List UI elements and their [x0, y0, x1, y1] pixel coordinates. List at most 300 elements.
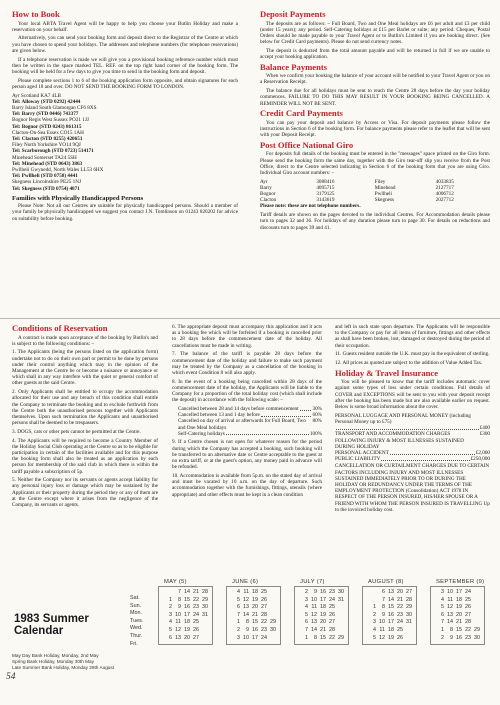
date-cell: 1: [373, 604, 376, 611]
date-cell: 16: [456, 634, 462, 641]
date-cell: 23: [193, 604, 199, 611]
condition-paragraph: 5. Neither the Company nor its servants or agents accept liability for any personal injury loss or damage which may be sustained by the Applicants or their property during the period they or any of them are at the Centre except where it arises from the negligence of the Company, its servants or agents.: [12, 477, 158, 509]
date-cell: [267, 604, 276, 612]
scale-label: Cancelled on day of arrival or afterwards for Full Board, Two and One Meal holidays: [178, 418, 306, 431]
date-cell: 23: [261, 626, 267, 633]
week-row: [231, 619, 276, 627]
date-cell: 31: [202, 611, 208, 618]
date-cell: 22: [465, 626, 471, 633]
date-cell: 8: [246, 619, 249, 626]
condition-paragraph: 7. The balance of the tariff is payable 28 days before the commencement date of the holiday and failure to make such payment may be treated by the Company as a cancellation of the booking in which event Condition 8 will also apply.: [172, 351, 322, 376]
week-row: [435, 589, 480, 597]
bank-holiday-note: May Day Bank Holiday, Monday, 2nd May: [12, 653, 99, 658]
date-cell: [199, 619, 208, 627]
week-row: [299, 589, 344, 597]
date-cell: 18: [252, 589, 258, 595]
date-cell: [367, 597, 376, 605]
date-cell: 14: [243, 611, 249, 618]
date-cell: 13: [388, 589, 394, 595]
date-cell: 15: [252, 619, 258, 626]
conditions-title: Conditions of Reservation: [12, 323, 108, 333]
date-cell: 11: [447, 596, 453, 603]
date-cell: 29: [338, 634, 344, 641]
condition-paragraph: 1. The Applicants (being the persons listed on the application form) undertake not to do on their own part or permit to be done by persons under their control anything which may in the opinion of the Management at the Centre be or become a nuisance or annoyance or which shall in any way interfere with the quiet or general comfort of other guests at the said Centre.: [12, 349, 158, 387]
date-cell: [471, 597, 480, 605]
date-cell: 27: [261, 604, 267, 611]
condition-paragraph: 3. DOGS, cats or other pets cannot be permitted at the Centre.: [12, 428, 141, 435]
date-cell: 29: [202, 596, 208, 603]
weekday-label: Tues.: [130, 617, 144, 624]
date-cell: 5: [169, 626, 172, 633]
centre-address-list: [12, 93, 238, 192]
date-cell: 24: [465, 589, 471, 595]
bank-holiday-note: Spring Bank Holiday, Monday 30th May: [12, 659, 94, 664]
date-cell: 8: [450, 626, 453, 633]
date-cell: 31: [338, 596, 344, 603]
centre-telephone: Tel: Alloway (STD 0292) 42444: [12, 98, 81, 105]
date-cell: [199, 635, 208, 643]
condition-paragraph: 8. In the event of a booking being cancelled within 28 days of the commencement date of the holiday, the Applicants will be liable to the Company for a proportion of the total holiday cost (which shall include the deposit) in accordance with the following scale: –: [172, 378, 322, 404]
date-cell: 23: [329, 589, 335, 595]
divider: [0, 318, 500, 319]
date-cell: 19: [388, 634, 394, 641]
date-cell: 29: [474, 626, 480, 633]
date-cell: 16: [320, 589, 326, 595]
date-cell: 30: [202, 604, 208, 611]
week-row: [367, 597, 412, 605]
how-to-book-paragraph: Your local ABTA Travel Agent will be happy to help you choose your Butlin Holiday and make a reservation on your behalf.: [12, 20, 238, 33]
date-cell: 30: [474, 634, 480, 641]
month-grid: [362, 586, 417, 645]
how-to-book-paragraph: If a telephone reservation is made we will give you a provisional booking reference number which must then be written in the space marked TEL. REF. on the top right hand corner of the booking form. The booking will be held for a few days to give you time to send in the booking form and deposit.: [12, 56, 238, 75]
date-cell: 25: [193, 619, 199, 626]
date-cell: [335, 619, 344, 627]
how-to-book-title: How to Book: [12, 9, 60, 19]
date-cell: [471, 589, 480, 597]
date-cell: 20: [397, 589, 403, 595]
week-row: [231, 604, 276, 612]
date-cell: 23: [397, 611, 403, 618]
date-cell: 2: [237, 626, 240, 633]
month-grid: [294, 586, 349, 645]
date-cell: 25: [397, 626, 403, 633]
date-cell: 27: [329, 619, 335, 626]
date-cell: 10: [243, 634, 249, 641]
date-cell: 21: [252, 611, 258, 618]
date-cell: 15: [320, 634, 326, 641]
date-cell: 30: [338, 589, 344, 595]
insurance-item-value: Up to the invoiced holiday cost.: [335, 500, 490, 513]
weekday-label: Sun.: [130, 602, 142, 609]
date-cell: 16: [388, 611, 394, 618]
date-cell: 24: [397, 619, 403, 626]
credit-card-paragraph: You can pay your deposit and balance by Access or Visa. For deposit payments please follow the instructions in Section 6 of the booking form. For balance payments please refer to the leaflet that will be sent with your Deposit Receipt.: [260, 119, 490, 139]
insurance-item: [335, 463, 490, 513]
insurance-item-value: £400: [479, 425, 490, 432]
giro-centre: Barry: [260, 184, 272, 191]
week-row: [435, 612, 480, 620]
date-cell: 19: [184, 626, 190, 633]
weekday-label: Thur.: [130, 632, 143, 639]
date-cell: 30: [270, 626, 276, 633]
date-cell: 3: [305, 596, 308, 603]
calendar-header: [12, 583, 127, 671]
date-cell: 12: [311, 611, 317, 618]
date-cell: 25: [465, 596, 471, 603]
date-cell: 5: [305, 611, 308, 618]
week-row: [299, 612, 344, 620]
month-name: JUNE (6): [232, 579, 259, 585]
handicapped-paragraph: Please Note: Not all our Centres are suitable for physically handicapped persons. Should a member of your family be physically handicapped we suggest you contact J.N. Tomlinson on 01243 820202 for advice on suitability before booking.: [12, 203, 238, 222]
date-cell: 7: [441, 619, 444, 626]
insurance-title: Holiday & Travel Insurance: [335, 367, 439, 378]
date-cell: 26: [465, 604, 471, 611]
week-row: [367, 627, 412, 635]
date-cell: 22: [329, 634, 335, 641]
condition-paragraph: 2. Only Applicants shall be entitled to occupy the accommodation allocated for their use and any breach of this condition shall entitle the Company to terminate the booking and to exclude forthwith from the Centre both the unauthorised persons together with Applicants themselves. Upon such termination the Applicants and unauthorised persons shall be deemed to be trespassers.: [12, 389, 158, 427]
date-cell: 9: [178, 604, 181, 611]
week-row: [367, 635, 412, 643]
date-cell: [267, 597, 276, 605]
week-row: [163, 589, 208, 597]
date-cell: [403, 635, 412, 643]
balance-paragraph: The balance due for all holidays must be sent to reach the Centre 28 days before the day your holiday commences. FAILURE TO DO THIS MAY RESULT IN YOUR BOOKING BEING CANCELLED. A REMINDER WILL NOT BE SENT.: [260, 88, 490, 107]
bank-holiday-note: Late Summer Bank Holiday, Monday 29th August: [12, 665, 115, 670]
date-cell: 19: [456, 604, 462, 611]
date-cell: 12: [243, 596, 249, 603]
payments-section: [260, 10, 490, 233]
date-cell: 3: [237, 634, 240, 641]
scale-label: Cancelled between 28 and 14 days before commencement: [178, 405, 299, 412]
date-cell: 13: [447, 611, 453, 618]
conditions-column-3: [335, 324, 490, 513]
date-cell: 12: [175, 626, 181, 633]
month-name: MAY (5): [164, 579, 187, 585]
date-cell: 27: [193, 634, 199, 641]
insurance-item-label: CANCELLATION OR CURTAILMENT CHARGES DUE TO CERTAIN FACTORS INCLUDING INJURY AND MOST ILLNESSES SUSTAINED IMMEDIATELY PRIOR TO OR DURING THE HOLIDAY OR REDUNDANCY UNDER THE TERMS OF THE EMPLOYMENT PROTECTION (Consolidation) ACT 1978 IN RESPECT OF THE PERSON INSURED, HIS/HER SPOUSE OR A FRIEND WITH WHOM THE PERSON INSURED IS TRAVELLING: [335, 463, 490, 507]
date-cell: 15: [184, 596, 190, 603]
giro-account-table: [260, 179, 490, 204]
date-cell: 1: [441, 626, 444, 633]
date-cell: 21: [397, 596, 403, 603]
week-row: [163, 619, 208, 627]
tariff-paragraph: Tariff details are shown on the pages devoted to the individual Centres. For Accommodation details please turn to pages 32 and 36. For holidays of any duration please turn to page 30. For details on reductions and discounts turn to pages 39 and 41.: [260, 212, 490, 231]
condition-paragraph: 6. The appropriate deposit must accompany this application and it acts as a booking fee which will be forfeited if a booking is cancelled prior to 28 days before the commencement date of the holiday. All cancellations must be made in writing.: [172, 324, 322, 349]
giro-centre: Pwllheli: [374, 191, 392, 198]
giro-number: 3179125: [316, 191, 335, 198]
date-cell: 7: [382, 596, 385, 603]
date-cell: 11: [379, 626, 385, 633]
how-to-book-paragraph: Alternatively, you can send your booking form and deposit direct to the Registrar of the Centre at which you have chosen to spend your holidays. The addresses and telephone numbers (for telephone reservations) are given below.: [12, 35, 238, 54]
week-row: [231, 597, 276, 605]
month-grid: [158, 586, 213, 645]
scale-value: 60%: [312, 412, 322, 419]
date-cell: 2: [169, 604, 172, 611]
calendar-month: [226, 579, 281, 645]
date-cell: 9: [246, 626, 249, 633]
date-cell: 25: [261, 589, 267, 595]
date-cell: 23: [465, 634, 471, 641]
centre-address: Ayr Scotland KA7 4LB: [12, 92, 61, 99]
giro-centre: Bognor: [260, 191, 276, 198]
date-cell: 7: [178, 589, 181, 595]
weekday-label: Fri.: [130, 640, 138, 647]
date-cell: 4: [373, 626, 376, 633]
date-cell: 25: [329, 604, 335, 611]
date-cell: 13: [311, 619, 317, 626]
date-cell: 9: [382, 611, 385, 618]
giro-centre: Minehead: [374, 184, 396, 191]
date-cell: 29: [406, 604, 412, 611]
date-cell: 20: [252, 604, 258, 611]
date-cell: 24: [329, 596, 335, 603]
centre-address: Clacton-On-Sea Essex CO15 1AH: [12, 129, 84, 136]
giro-paragraph: For deposits full details of the booking must be entered in the "messages" space printed on the Giro form. Please send the booking form the same day, together with the Giro tear-off slip you receive from the Post Office, direct to the Centre selected indicating in Section 6 of the booking form that you are using Giro. Individual Giro account numbers: –: [260, 151, 490, 176]
condition-paragraph: and left in such state upon departure. The Applicants will be responsible to the Company or pay for all items of furniture, fittings and other effects as shall have been broken, lost, damaged or destroyed during the period of their occupation.: [335, 324, 490, 349]
date-cell: 19: [320, 611, 326, 618]
centre-address: Bognor Regis West Sussex PO21 1JJ: [12, 117, 89, 124]
date-cell: 28: [406, 596, 412, 603]
week-row: [435, 619, 480, 627]
date-cell: 27: [465, 611, 471, 618]
giro-number: 3088416: [316, 178, 335, 185]
centre-telephone: Tel: Skegness (STD 0754) 4871: [12, 185, 80, 192]
centre-telephone: Tel: Barry (STD 0446) 743377: [12, 111, 79, 118]
date-cell: 18: [388, 626, 394, 633]
date-cell: 26: [397, 634, 403, 641]
date-cell: 10: [379, 619, 385, 626]
date-cell: 26: [329, 611, 335, 618]
summer-calendar: [0, 575, 500, 705]
centre-telephone: Tel: Clacton (STD 0255) 420651: [12, 135, 83, 142]
week-row: [435, 627, 480, 635]
date-cell: 15: [388, 604, 394, 611]
centre-telephone: Tel: Minehead (STD 0643) 3863: [12, 160, 83, 167]
date-cell: 26: [261, 596, 267, 603]
date-cell: 16: [252, 626, 258, 633]
date-cell: 4: [305, 604, 308, 611]
conditions-column-1: [12, 324, 158, 511]
date-cell: 14: [388, 596, 394, 603]
insurance-item: [335, 456, 490, 462]
calendar-title: 1983 Summer Calendar: [14, 613, 89, 637]
date-cell: [267, 635, 276, 643]
week-row: [231, 627, 276, 635]
date-cell: 11: [243, 589, 249, 595]
week-row: [367, 604, 412, 612]
page-number: 54: [6, 672, 16, 682]
handicapped-heading: Families with Physically Handicapped Persons: [12, 194, 144, 202]
date-cell: 17: [388, 619, 394, 626]
date-cell: 24: [261, 634, 267, 641]
date-cell: 20: [320, 619, 326, 626]
date-cell: 28: [329, 626, 335, 633]
month-name: SEPTEMBER (9): [436, 579, 485, 585]
week-row: [435, 635, 480, 643]
conditions-column-2: [172, 324, 322, 500]
centre-address: Minehead Somerset TA24 5SH: [12, 154, 77, 161]
date-cell: 21: [456, 619, 462, 626]
date-cell: 14: [311, 626, 317, 633]
scale-value: 100%: [309, 430, 322, 437]
date-cell: [335, 627, 344, 635]
date-cell: 22: [261, 619, 267, 626]
insurance-item: [335, 431, 490, 450]
date-cell: 17: [184, 611, 190, 618]
date-cell: 12: [447, 604, 453, 611]
date-cell: 5: [237, 596, 240, 603]
centre-telephone: Tel: Scarborough (STD 0723) 514171: [12, 148, 94, 155]
scale-value: 30%: [312, 405, 322, 412]
weekday-label: Wed.: [130, 625, 143, 632]
date-cell: [471, 604, 480, 612]
giro-number: 2027712: [435, 197, 454, 204]
date-cell: 6: [169, 634, 172, 641]
calendar-month: [158, 579, 213, 645]
scale-label: Cancelled between 13 and 1 day before: [178, 412, 260, 419]
date-cell: 8: [178, 596, 181, 603]
giro-title: Post Office National Giro: [260, 139, 354, 150]
date-cell: 10: [447, 589, 453, 595]
giro-number: 4095715: [316, 184, 335, 191]
week-row: [299, 604, 344, 612]
week-row: [299, 597, 344, 605]
deposit-title: Deposit Payments: [260, 9, 326, 19]
condition-paragraph: 11. Guests resident outside the U.K. must pay in the equivalent of sterling.: [335, 351, 490, 358]
balance-paragraph: When we confirm your booking the balance of your account will be notified to your Travel Agent or you on a Reservation Receipt.: [260, 73, 490, 86]
date-cell: [267, 589, 276, 597]
condition-paragraph: 10. Accommodation is available from 5p.m. on the stated day of arrival and must be vacated by 10 a.m. on the day of departure. Such accommodation together with the furnishings, fittings, utensils (where appropriate) and other effects must be kept in a clean condition: [172, 472, 322, 498]
giro-centre: Filey: [374, 178, 386, 185]
date-cell: 21: [320, 626, 326, 633]
calendar-month: [362, 579, 417, 645]
date-cell: 2: [305, 589, 308, 595]
date-cell: [267, 612, 276, 620]
week-row: [231, 589, 276, 597]
date-cell: 4: [169, 619, 172, 626]
deposit-paragraph: The deposits are as follows: – Full Board, Two and One Meal holidays are £6 per adult and £3 per child (under 15 years); any period. Self-Catering holidays at £15 per Barlet or suite; any period. Cheques, Postal Orders should be made payable to your Travel Agent or to Butlin's Limited if you are booking direct. (See below for Credit Card payments). Please do not send currency notes.: [260, 20, 490, 46]
date-cell: 24: [193, 611, 199, 618]
weekday-labels: [130, 595, 143, 648]
date-cell: [471, 619, 480, 627]
date-cell: 11: [175, 619, 181, 626]
date-cell: 4: [237, 589, 240, 595]
week-row: [299, 627, 344, 635]
centre-telephone: Tel: Bognor (STD 0243) 861315: [12, 123, 82, 130]
scale-label: Self-Catering holidays: [178, 430, 225, 437]
date-cell: 20: [184, 634, 190, 641]
centre-address: Skegness Lincolnshire PE25 1NJ: [12, 179, 82, 186]
date-cell: 14: [184, 589, 190, 595]
insurance-item-label: PUBLIC LIABILITY: [335, 456, 381, 463]
date-cell: 29: [270, 619, 276, 626]
date-cell: 2: [373, 611, 376, 618]
weekday-label: Sat.: [130, 595, 140, 601]
date-cell: [199, 627, 208, 635]
week-row: [299, 635, 344, 643]
month-grid: [226, 586, 281, 645]
calendar-month: [430, 579, 485, 645]
date-cell: 28: [202, 589, 208, 595]
date-cell: [335, 604, 344, 612]
date-cell: 1: [237, 619, 240, 626]
date-cell: 19: [252, 596, 258, 603]
date-cell: [367, 589, 376, 597]
week-row: [435, 604, 480, 612]
week-row: [163, 627, 208, 635]
giro-centre: Clacton: [260, 197, 277, 204]
date-cell: 9: [450, 634, 453, 641]
week-row: [367, 589, 412, 597]
month-grid: [430, 586, 485, 645]
giro-centre: Skegness: [374, 197, 394, 204]
date-cell: 3: [373, 619, 376, 626]
date-cell: 28: [465, 619, 471, 626]
date-cell: 9: [314, 589, 317, 595]
scale-value: 80%: [312, 418, 322, 425]
week-row: [367, 619, 412, 627]
bank-holiday-notes: [12, 653, 127, 671]
date-cell: 16: [184, 604, 190, 611]
date-cell: 22: [397, 604, 403, 611]
date-cell: 8: [314, 634, 317, 641]
condition-paragraph: 4. The Applicants will be required to become a Country Member of the Holiday Social Club operating at the Centre so as to be eligible for participation in certain of the facilities available and for this purpose the booking form shall also be treated as an application by each person for membership of the said club in which there is within the tariff payable a subscription of 5p.: [12, 437, 158, 475]
condition-paragraph: 9. If a Centre chosen is not open for whatever reason for the period during which the Company has accepted a booking, such booking will be transferred to an alternative date or Centre acceptable to the guest at no extra tariff, or at the guest's option, any money paid in advance will be refunded.: [172, 439, 322, 471]
date-cell: 26: [193, 626, 199, 633]
date-cell: 7: [237, 611, 240, 618]
giro-note: Please note: these are not telephone numbers.: [260, 203, 361, 210]
how-to-book-paragraph: Please complete sections 1 to 6 of the booking application form opposite, and obtain signatures for each person aged 18 and over. DO NOT SEND THE BOOKING FORM TO LONDON.: [12, 77, 238, 90]
month-name: AUGUST (8): [368, 579, 404, 585]
condition-paragraph: A contract is made upon acceptance of the booking by Butlin's and is subject to the following conditions: –: [12, 334, 158, 347]
insurance-item-label: PERSONAL ACCIDENT: [335, 449, 389, 456]
insurance-item-label: TRANSPORT AND ACCOMMODATION CHARGES FOLLOWING INJURY & MOST ILLNESSES SUSTAINED DURING HOLIDAY: [335, 431, 464, 450]
date-cell: 18: [320, 604, 326, 611]
date-cell: 4: [441, 596, 444, 603]
date-cell: 20: [456, 611, 462, 618]
date-cell: 7: [305, 626, 308, 633]
calendar-month: [294, 579, 349, 645]
date-cell: 11: [311, 604, 317, 611]
month-name: JULY (7): [300, 579, 325, 585]
date-cell: 17: [320, 596, 326, 603]
date-cell: 27: [406, 589, 412, 595]
date-cell: 31: [406, 619, 412, 626]
date-cell: [403, 627, 412, 635]
deposit-paragraph: The deposit is deducted from the total amount payable and will be returned in full if we are unable to accept your booking application.: [260, 47, 490, 61]
balance-title: Balance Payments: [260, 61, 328, 72]
date-cell: 6: [305, 619, 308, 626]
week-row: [367, 612, 412, 620]
date-cell: 21: [193, 589, 199, 595]
date-cell: 18: [184, 619, 190, 626]
date-cell: 22: [193, 596, 199, 603]
weekday-label: Mon.: [130, 610, 142, 617]
date-cell: 12: [379, 634, 385, 641]
giro-number: 4006712: [435, 191, 454, 198]
week-row: [231, 635, 276, 643]
date-cell: 13: [243, 604, 249, 611]
week-row: [299, 619, 344, 627]
date-cell: [335, 612, 344, 620]
date-cell: [163, 589, 172, 597]
insurance-item-label: PERSONAL LUGGAGE AND PERSONAL MONEY (including Personal Money up to £75): [335, 412, 471, 425]
condition-paragraph: 12. All prices as quoted are subject to the addition of Value Added Tax.: [335, 360, 483, 367]
centre-address: Pwllheli Gwynedd, North Wales LL53 6HX: [12, 166, 104, 173]
date-cell: 17: [456, 589, 462, 595]
date-cell: 5: [441, 604, 444, 611]
giro-number: 2127717: [435, 184, 454, 191]
